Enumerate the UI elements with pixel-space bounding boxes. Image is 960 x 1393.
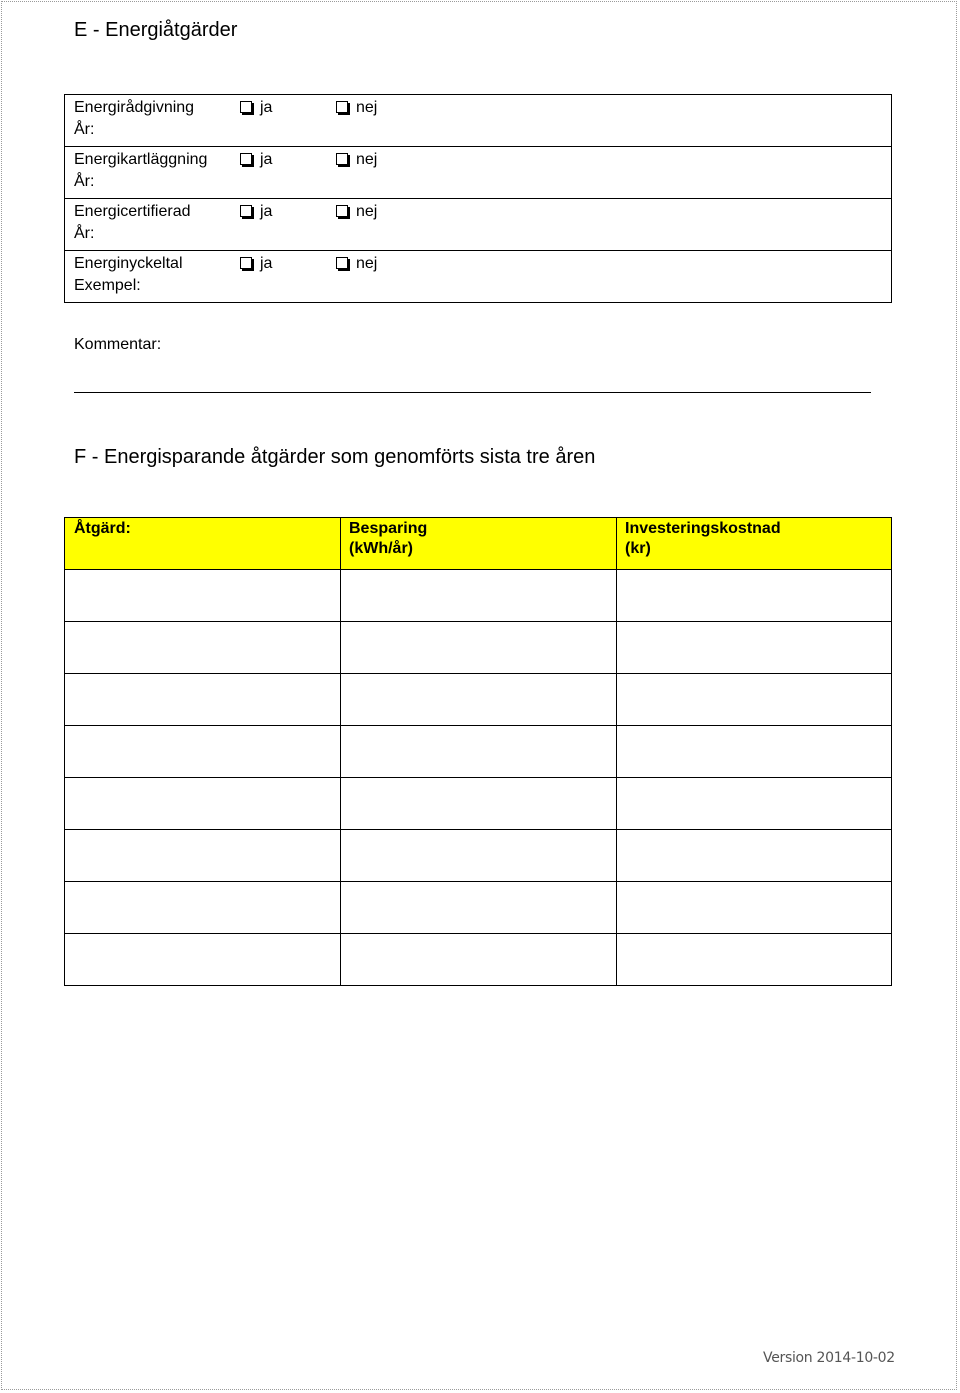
column-header-line: Investeringskostnad (625, 520, 781, 537)
row-sublabel[interactable]: År: (74, 173, 95, 190)
cell-atgard[interactable] (65, 674, 340, 725)
table-row (65, 622, 891, 674)
table-row (65, 778, 891, 830)
cell-besparing[interactable] (341, 674, 616, 725)
column-header-unit: (kr) (625, 540, 651, 557)
row-sublabel[interactable]: År: (74, 225, 95, 242)
cell-investeringskostnad[interactable] (617, 622, 891, 673)
checkbox-icon (240, 153, 252, 165)
energy-measures-table (64, 94, 892, 303)
column-header-unit: (kWh/år) (349, 540, 413, 557)
column-header-besparing (349, 519, 427, 559)
cell-besparing[interactable] (341, 830, 616, 881)
column-header-line: Åtgärd: (74, 520, 131, 537)
checkbox-icon (336, 153, 348, 165)
cell-investeringskostnad[interactable] (617, 674, 891, 725)
row-sublabel[interactable]: År: (74, 121, 95, 138)
checkbox-icon (336, 257, 348, 269)
table-row (65, 726, 891, 778)
cell-atgard[interactable] (65, 830, 340, 881)
checkbox-no-label: nej (356, 203, 378, 220)
comment-field[interactable] (74, 392, 871, 393)
cell-atgard[interactable] (65, 778, 340, 829)
checkbox-no-label: nej (356, 151, 378, 168)
checkbox-yes-label: ja (260, 255, 273, 272)
checkbox-icon (240, 205, 252, 217)
savings-measures-table (64, 517, 892, 986)
checkbox-yes[interactable] (240, 149, 272, 171)
cell-investeringskostnad[interactable] (617, 726, 891, 777)
cell-besparing[interactable] (341, 726, 616, 777)
column-header-investeringskostnad (625, 519, 781, 559)
section-e-heading: E - Energiåtgärder (74, 19, 238, 41)
checkbox-icon (336, 205, 348, 217)
checkbox-no[interactable] (336, 149, 377, 171)
table-row (65, 674, 891, 726)
cell-besparing[interactable] (341, 570, 616, 621)
row-label: Energinyckeltal (74, 255, 183, 272)
table-header (65, 518, 891, 570)
checkbox-yes[interactable] (240, 253, 272, 275)
row-label: Energicertifierad (74, 203, 191, 220)
energy-row-certifierad (65, 199, 891, 251)
checkbox-yes-label: ja (260, 151, 273, 168)
cell-atgard[interactable] (65, 622, 340, 673)
energy-row-kartlaggning (65, 147, 891, 199)
cell-investeringskostnad[interactable] (617, 934, 891, 985)
checkbox-yes[interactable] (240, 97, 272, 119)
comment-label: Kommentar: (74, 336, 162, 353)
cell-atgard[interactable] (65, 934, 340, 985)
table-row (65, 934, 891, 986)
section-f-heading: F - Energisparande åtgärder som genomförts sista tre åren (74, 446, 596, 468)
checkbox-icon (240, 257, 252, 269)
column-header-atgard (74, 519, 131, 539)
cell-investeringskostnad[interactable] (617, 882, 891, 933)
row-label: Energirådgivning (74, 99, 195, 116)
version-footer: Version 2014-10-02 (763, 1350, 895, 1366)
cell-investeringskostnad[interactable] (617, 570, 891, 621)
cell-investeringskostnad[interactable] (617, 778, 891, 829)
checkbox-no-label: nej (356, 255, 378, 272)
checkbox-no[interactable] (336, 201, 377, 223)
checkbox-icon (336, 101, 348, 113)
energy-row-radgivning (65, 95, 891, 147)
cell-besparing[interactable] (341, 882, 616, 933)
checkbox-no[interactable] (336, 253, 377, 275)
checkbox-icon (240, 101, 252, 113)
checkbox-no[interactable] (336, 97, 377, 119)
cell-besparing[interactable] (341, 622, 616, 673)
checkbox-yes-label: ja (260, 203, 273, 220)
checkbox-yes[interactable] (240, 201, 272, 223)
cell-atgard[interactable] (65, 726, 340, 777)
table-row (65, 570, 891, 622)
row-label: Energikartläggning (74, 151, 208, 168)
table-row (65, 830, 891, 882)
checkbox-no-label: nej (356, 99, 378, 116)
cell-besparing[interactable] (341, 778, 616, 829)
cell-besparing[interactable] (341, 934, 616, 985)
column-header-line: Besparing (349, 520, 428, 537)
row-sublabel[interactable]: Exempel: (74, 277, 141, 294)
energy-row-nyckeltal (65, 251, 891, 303)
checkbox-yes-label: ja (260, 99, 273, 116)
cell-atgard[interactable] (65, 570, 340, 621)
table-row (65, 882, 891, 934)
cell-atgard[interactable] (65, 882, 340, 933)
cell-investeringskostnad[interactable] (617, 830, 891, 881)
